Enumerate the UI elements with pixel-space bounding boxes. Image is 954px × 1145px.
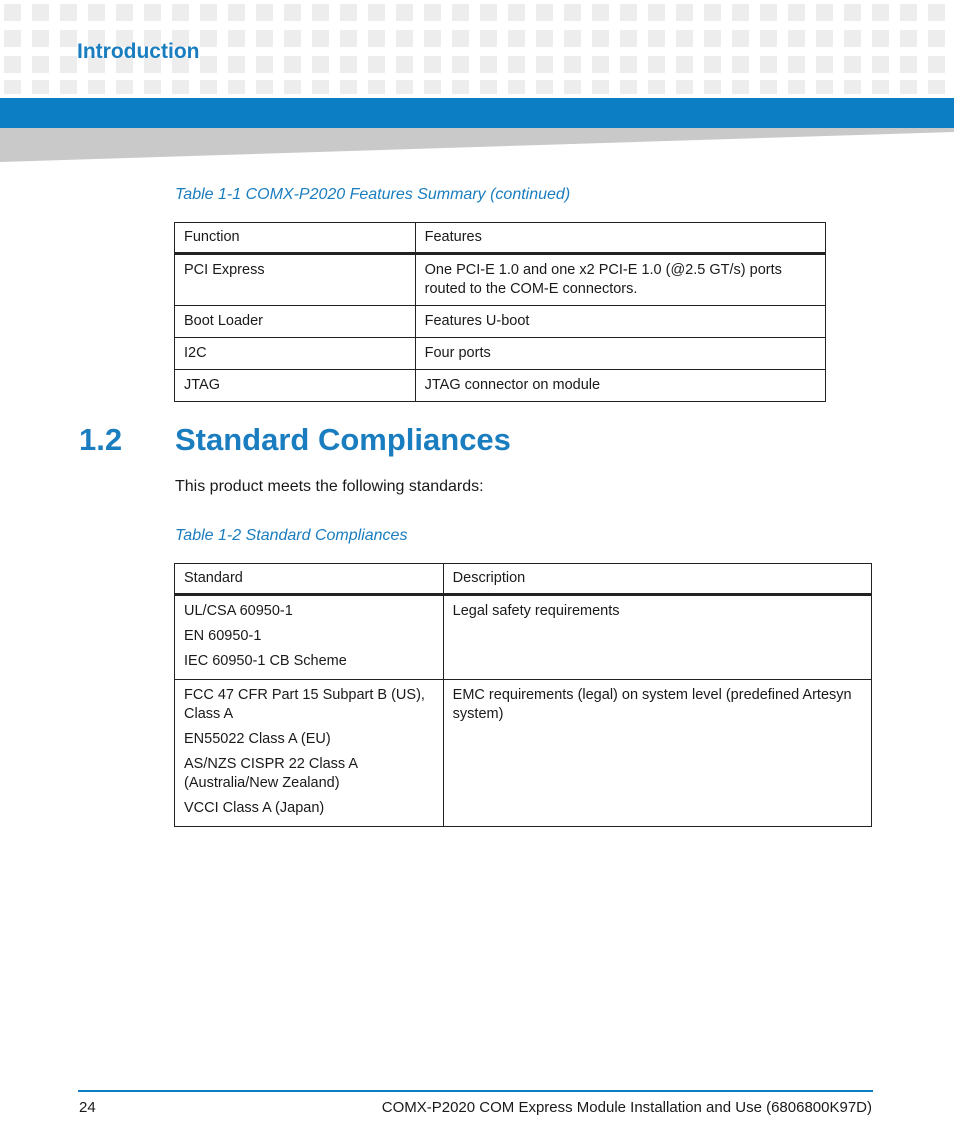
pattern-square <box>340 4 357 21</box>
pattern-square <box>480 4 497 21</box>
pattern-square <box>284 80 301 94</box>
pattern-square <box>536 4 553 21</box>
pattern-square <box>760 30 777 47</box>
pattern-square <box>844 80 861 94</box>
pattern-square <box>732 30 749 47</box>
pattern-square <box>256 30 273 47</box>
pattern-square <box>32 80 49 94</box>
table-cell: JTAG <box>175 370 416 402</box>
pattern-square <box>732 80 749 94</box>
pattern-square <box>312 4 329 21</box>
pattern-square <box>704 56 721 73</box>
section-label: Introduction <box>77 40 200 63</box>
pattern-square <box>816 30 833 47</box>
pattern-square <box>368 56 385 73</box>
pattern-square <box>424 30 441 47</box>
pattern-square <box>620 56 637 73</box>
pattern-square <box>284 56 301 73</box>
table-header-cell: Standard <box>175 564 444 595</box>
pattern-square <box>676 4 693 21</box>
pattern-square <box>424 4 441 21</box>
pattern-square <box>676 56 693 73</box>
pattern-square <box>928 80 945 94</box>
pattern-square <box>872 56 889 73</box>
pattern-square <box>396 30 413 47</box>
pattern-square <box>200 56 217 73</box>
table-cell: I2C <box>175 338 416 370</box>
pattern-square <box>424 56 441 73</box>
pattern-square <box>4 80 21 94</box>
pattern-square <box>368 80 385 94</box>
pattern-square <box>620 4 637 21</box>
table2-caption: Table 1-2 Standard Compliances <box>175 527 408 544</box>
table-header-row <box>175 223 826 254</box>
pattern-square <box>200 30 217 47</box>
pattern-square <box>592 4 609 21</box>
standard-item: EN 60950-1 <box>184 628 262 644</box>
pattern-square <box>60 4 77 21</box>
pattern-square <box>284 30 301 47</box>
pattern-square <box>676 30 693 47</box>
table-cell: One PCI-E 1.0 and one x2 PCI-E 1.0 (@2.5 GT/s) ports routed to the COM-E connectors. <box>415 254 825 306</box>
pattern-square <box>704 30 721 47</box>
pattern-square <box>424 80 441 94</box>
pattern-square <box>620 80 637 94</box>
pattern-square <box>704 4 721 21</box>
features-table <box>174 222 826 402</box>
pattern-square <box>592 56 609 73</box>
footer-rule <box>78 1090 873 1092</box>
pattern-square <box>256 80 273 94</box>
table-cell: Features U-boot <box>415 306 825 338</box>
pattern-square <box>788 30 805 47</box>
pattern-square <box>4 56 21 73</box>
standard-item: IEC 60950-1 CB Scheme <box>184 653 347 669</box>
pattern-square <box>172 80 189 94</box>
table-header-cell: Function <box>175 223 416 254</box>
pattern-square <box>396 56 413 73</box>
pattern-square <box>312 80 329 94</box>
section-title: Standard Compliances <box>175 422 511 457</box>
header-blue-band <box>0 98 954 128</box>
table-header-cell: Description <box>443 564 871 595</box>
pattern-square <box>452 4 469 21</box>
pattern-square <box>480 56 497 73</box>
pattern-square <box>60 30 77 47</box>
pattern-square <box>340 30 357 47</box>
pattern-square <box>228 80 245 94</box>
pattern-square <box>900 30 917 47</box>
table-cell: Four ports <box>415 338 825 370</box>
table-cell <box>175 595 444 680</box>
pattern-square <box>508 80 525 94</box>
pattern-square <box>536 30 553 47</box>
pattern-square <box>256 56 273 73</box>
pattern-square <box>592 80 609 94</box>
pattern-square <box>872 30 889 47</box>
standard-item: AS/NZS CISPR 22 Class A (Australia/New Zealand) <box>184 756 358 791</box>
pattern-square <box>788 4 805 21</box>
pattern-square <box>788 80 805 94</box>
table-cell: Legal safety requirements <box>443 595 871 680</box>
pattern-square <box>368 4 385 21</box>
pattern-square <box>872 4 889 21</box>
pattern-square <box>760 80 777 94</box>
grey-wedge-shape <box>0 128 954 162</box>
standard-item: EN55022 Class A (EU) <box>184 731 331 747</box>
pattern-square <box>648 4 665 21</box>
pattern-square <box>508 4 525 21</box>
pattern-square <box>928 56 945 73</box>
compliance-table <box>174 563 872 827</box>
document-title: COMX-P2020 COM Express Module Installation and Use (6806800K97D) <box>381 1099 872 1116</box>
pattern-square <box>32 4 49 21</box>
pattern-square <box>732 4 749 21</box>
pattern-square <box>256 4 273 21</box>
pattern-square <box>480 30 497 47</box>
header-grey-wedge <box>0 128 954 164</box>
pattern-square <box>228 30 245 47</box>
pattern-square <box>788 56 805 73</box>
pattern-square <box>760 56 777 73</box>
pattern-square <box>592 30 609 47</box>
table-cell <box>175 680 444 827</box>
pattern-square <box>648 56 665 73</box>
table-cell: EMC requirements (legal) on system level (predefined Artesyn system) <box>443 680 871 827</box>
pattern-square <box>508 56 525 73</box>
pattern-square <box>312 30 329 47</box>
pattern-square <box>88 4 105 21</box>
pattern-square <box>564 4 581 21</box>
pattern-square <box>172 4 189 21</box>
pattern-square <box>228 4 245 21</box>
pattern-square <box>4 4 21 21</box>
table-row <box>175 338 826 370</box>
pattern-square <box>816 80 833 94</box>
pattern-square <box>340 80 357 94</box>
pattern-square <box>116 4 133 21</box>
pattern-square <box>704 80 721 94</box>
pattern-square <box>900 4 917 21</box>
table-row <box>175 306 826 338</box>
pattern-square <box>816 56 833 73</box>
pattern-square <box>536 56 553 73</box>
pattern-square <box>648 80 665 94</box>
pattern-square <box>4 30 21 47</box>
pattern-square <box>116 80 133 94</box>
table-cell: Boot Loader <box>175 306 416 338</box>
pattern-square <box>144 80 161 94</box>
pattern-square <box>452 56 469 73</box>
standard-item: UL/CSA 60950-1 <box>184 603 293 619</box>
page-number: 24 <box>79 1099 96 1116</box>
table-row <box>175 370 826 402</box>
pattern-square <box>340 56 357 73</box>
table-header-cell: Features <box>415 223 825 254</box>
pattern-square <box>312 56 329 73</box>
table-row <box>175 680 872 827</box>
pattern-square <box>900 56 917 73</box>
pattern-square <box>536 80 553 94</box>
section-number: 1.2 <box>79 422 123 457</box>
pattern-square <box>200 80 217 94</box>
pattern-square <box>32 56 49 73</box>
pattern-square <box>732 56 749 73</box>
pattern-square <box>144 4 161 21</box>
table-cell: PCI Express <box>175 254 416 306</box>
pattern-square <box>396 4 413 21</box>
pattern-square <box>844 56 861 73</box>
pattern-square <box>452 30 469 47</box>
pattern-square <box>872 80 889 94</box>
pattern-square <box>60 80 77 94</box>
table-row <box>175 254 826 306</box>
pattern-square <box>844 30 861 47</box>
pattern-square <box>200 4 217 21</box>
section-intro: This product meets the following standards: <box>175 478 484 495</box>
pattern-square <box>676 80 693 94</box>
pattern-square <box>452 80 469 94</box>
pattern-square <box>508 30 525 47</box>
pattern-square <box>60 56 77 73</box>
standard-item: FCC 47 CFR Part 15 Subpart B (US), Class A <box>184 687 425 722</box>
pattern-square <box>564 30 581 47</box>
table1-caption: Table 1-1 COMX-P2020 Features Summary (continued) <box>175 186 571 203</box>
pattern-square <box>284 4 301 21</box>
pattern-square <box>396 80 413 94</box>
pattern-square <box>480 80 497 94</box>
pattern-square <box>844 4 861 21</box>
pattern-square <box>32 30 49 47</box>
pattern-square <box>564 80 581 94</box>
pattern-square <box>564 56 581 73</box>
pattern-square <box>648 30 665 47</box>
pattern-square <box>620 30 637 47</box>
pattern-square <box>760 4 777 21</box>
pattern-square <box>816 4 833 21</box>
pattern-square <box>900 80 917 94</box>
pattern-square <box>368 30 385 47</box>
standard-item: VCCI Class A (Japan) <box>184 800 325 816</box>
table-cell: JTAG connector on module <box>415 370 825 402</box>
table-row <box>175 595 872 680</box>
pattern-square <box>928 4 945 21</box>
pattern-square <box>88 80 105 94</box>
table-header-row <box>175 564 872 595</box>
pattern-square <box>228 56 245 73</box>
pattern-square <box>928 30 945 47</box>
